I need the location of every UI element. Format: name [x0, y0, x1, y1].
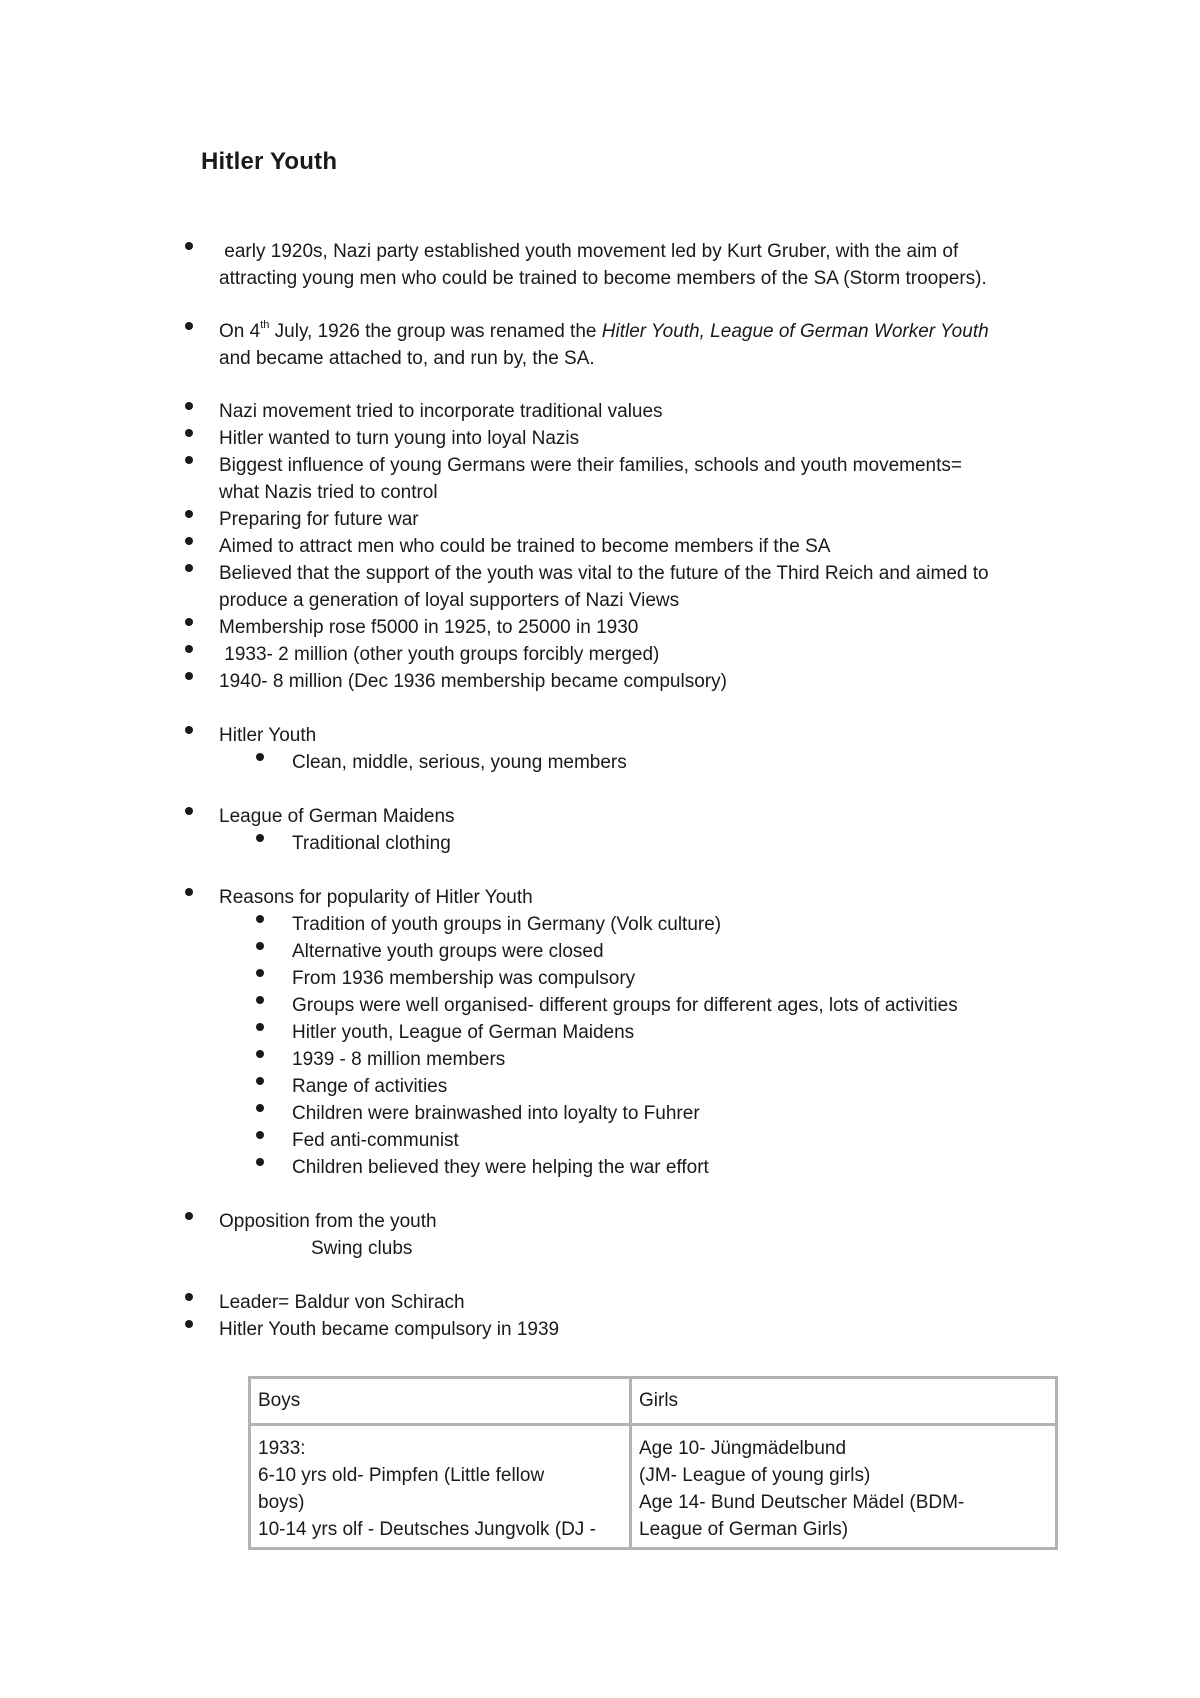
list-item-text: Reasons for popularity of Hitler Youth: [219, 887, 533, 908]
bullet-icon: [185, 807, 193, 815]
indented-note: Swing clubs: [311, 1238, 413, 1259]
bullet-icon: [256, 753, 264, 761]
bullet-icon: [256, 1158, 264, 1166]
bullet-icon: [256, 834, 264, 842]
list-item-text: Hitler wanted to turn young into loyal Nazis: [219, 428, 580, 449]
table-cell-boys: 1933: 6-10 yrs old- Pimpfen (Little fellow boys) 10-14 yrs olf - Deutsches Jungvolk (DJ -: [258, 1438, 596, 1540]
list-item-text: Range of activities: [292, 1076, 448, 1097]
bullet-icon: [185, 537, 193, 545]
bullet-icon: [185, 456, 193, 464]
bullet-icon: [256, 942, 264, 950]
list-item-text: Children were brainwashed into loyalty to Fuhrer: [292, 1103, 700, 1124]
list-item-text: Clean, middle, serious, young members: [292, 752, 627, 773]
list-item-text: 1940- 8 million (Dec 1936 membership became compulsory): [219, 671, 727, 692]
list-item-text: League of German Maidens: [219, 806, 455, 827]
list-item-text: On 4th July, 1926 the group was renamed the Hitler Youth, League of German Worker Youth and became attached to, and run by, the SA.: [219, 318, 989, 369]
bullet-icon: [256, 1023, 264, 1031]
page-title: Hitler Youth: [201, 148, 338, 175]
list-item-text: Believed that the support of the youth was vital to the future of the Third Reich and aimed to produce a generation of loyal supporters of Nazi Views: [219, 563, 989, 611]
bullet-icon: [185, 564, 193, 572]
bullet-icon: [256, 1077, 264, 1085]
list-item-text: Groups were well organised- different groups for different ages, lots of activities: [292, 995, 958, 1016]
list-item-text: Biggest influence of young Germans were their families, schools and youth movements= what Nazis tried to control: [219, 455, 962, 503]
list-item-text: Hitler Youth became compulsory in 1939: [219, 1319, 560, 1340]
bullet-icon: [185, 510, 193, 518]
bullet-icon: [256, 996, 264, 1004]
list-item-text: Membership rose f5000 in 1925, to 25000 in 1930: [219, 617, 639, 638]
list-item-text: Hitler Youth: [219, 725, 317, 746]
bullet-icon: [185, 1212, 193, 1220]
list-item-text: Traditional clothing: [292, 833, 451, 854]
list-item-text: Leader= Baldur von Schirach: [219, 1292, 465, 1313]
bullet-icon: [256, 969, 264, 977]
list-item-text: Tradition of youth groups in Germany (Volk culture): [292, 914, 722, 935]
bullet-icon: [185, 645, 193, 653]
bullet-icon: [185, 1320, 193, 1328]
list-item-text: 1939 - 8 million members: [292, 1049, 506, 1070]
bullet-icon: [185, 242, 193, 250]
table-header-boys: Boys: [258, 1390, 301, 1411]
list-item-text: Children believed they were helping the war effort: [292, 1157, 709, 1178]
bullet-icon: [256, 1050, 264, 1058]
list-item-text: 1933- 2 million (other youth groups forcibly merged): [219, 644, 660, 665]
list-item-text: Nazi movement tried to incorporate traditional values: [219, 401, 663, 422]
youth-groups-table: [248, 1376, 1058, 1550]
bullet-icon: [256, 1131, 264, 1139]
bullet-icon: [256, 915, 264, 923]
list-item-text: Opposition from the youth: [219, 1211, 437, 1232]
bullet-icon: [185, 1293, 193, 1301]
table-header-girls: Girls: [639, 1390, 679, 1411]
bullet-icon: [185, 322, 193, 330]
list-item-text: Fed anti-communist: [292, 1130, 459, 1151]
bullet-icon: [185, 402, 193, 410]
bullet-icon: [185, 888, 193, 896]
table-divider: [251, 1423, 1055, 1426]
table-divider: [629, 1379, 632, 1547]
bullet-icon: [185, 429, 193, 437]
bullet-icon: [185, 672, 193, 680]
list-item-text: From 1936 membership was compulsory: [292, 968, 636, 989]
list-item-text: early 1920s, Nazi party established youth movement led by Kurt Gruber, with the aim of attracting young men who could be trained to become members of the SA (Storm troopers).: [219, 241, 987, 289]
list-item-text: Preparing for future war: [219, 509, 419, 530]
bullet-icon: [185, 618, 193, 626]
list-item-text: Alternative youth groups were closed: [292, 941, 604, 962]
table-cell-girls: Age 10- Jüngmädelbund (JM- League of young girls) Age 14- Bund Deutscher Mädel (BDM- League of German Girls): [639, 1438, 965, 1540]
bullet-icon: [185, 726, 193, 734]
bullet-icon: [256, 1104, 264, 1112]
list-item-text: Aimed to attract men who could be trained to become members if the SA: [219, 536, 831, 557]
list-item-text: Hitler youth, League of German Maidens: [292, 1022, 635, 1043]
